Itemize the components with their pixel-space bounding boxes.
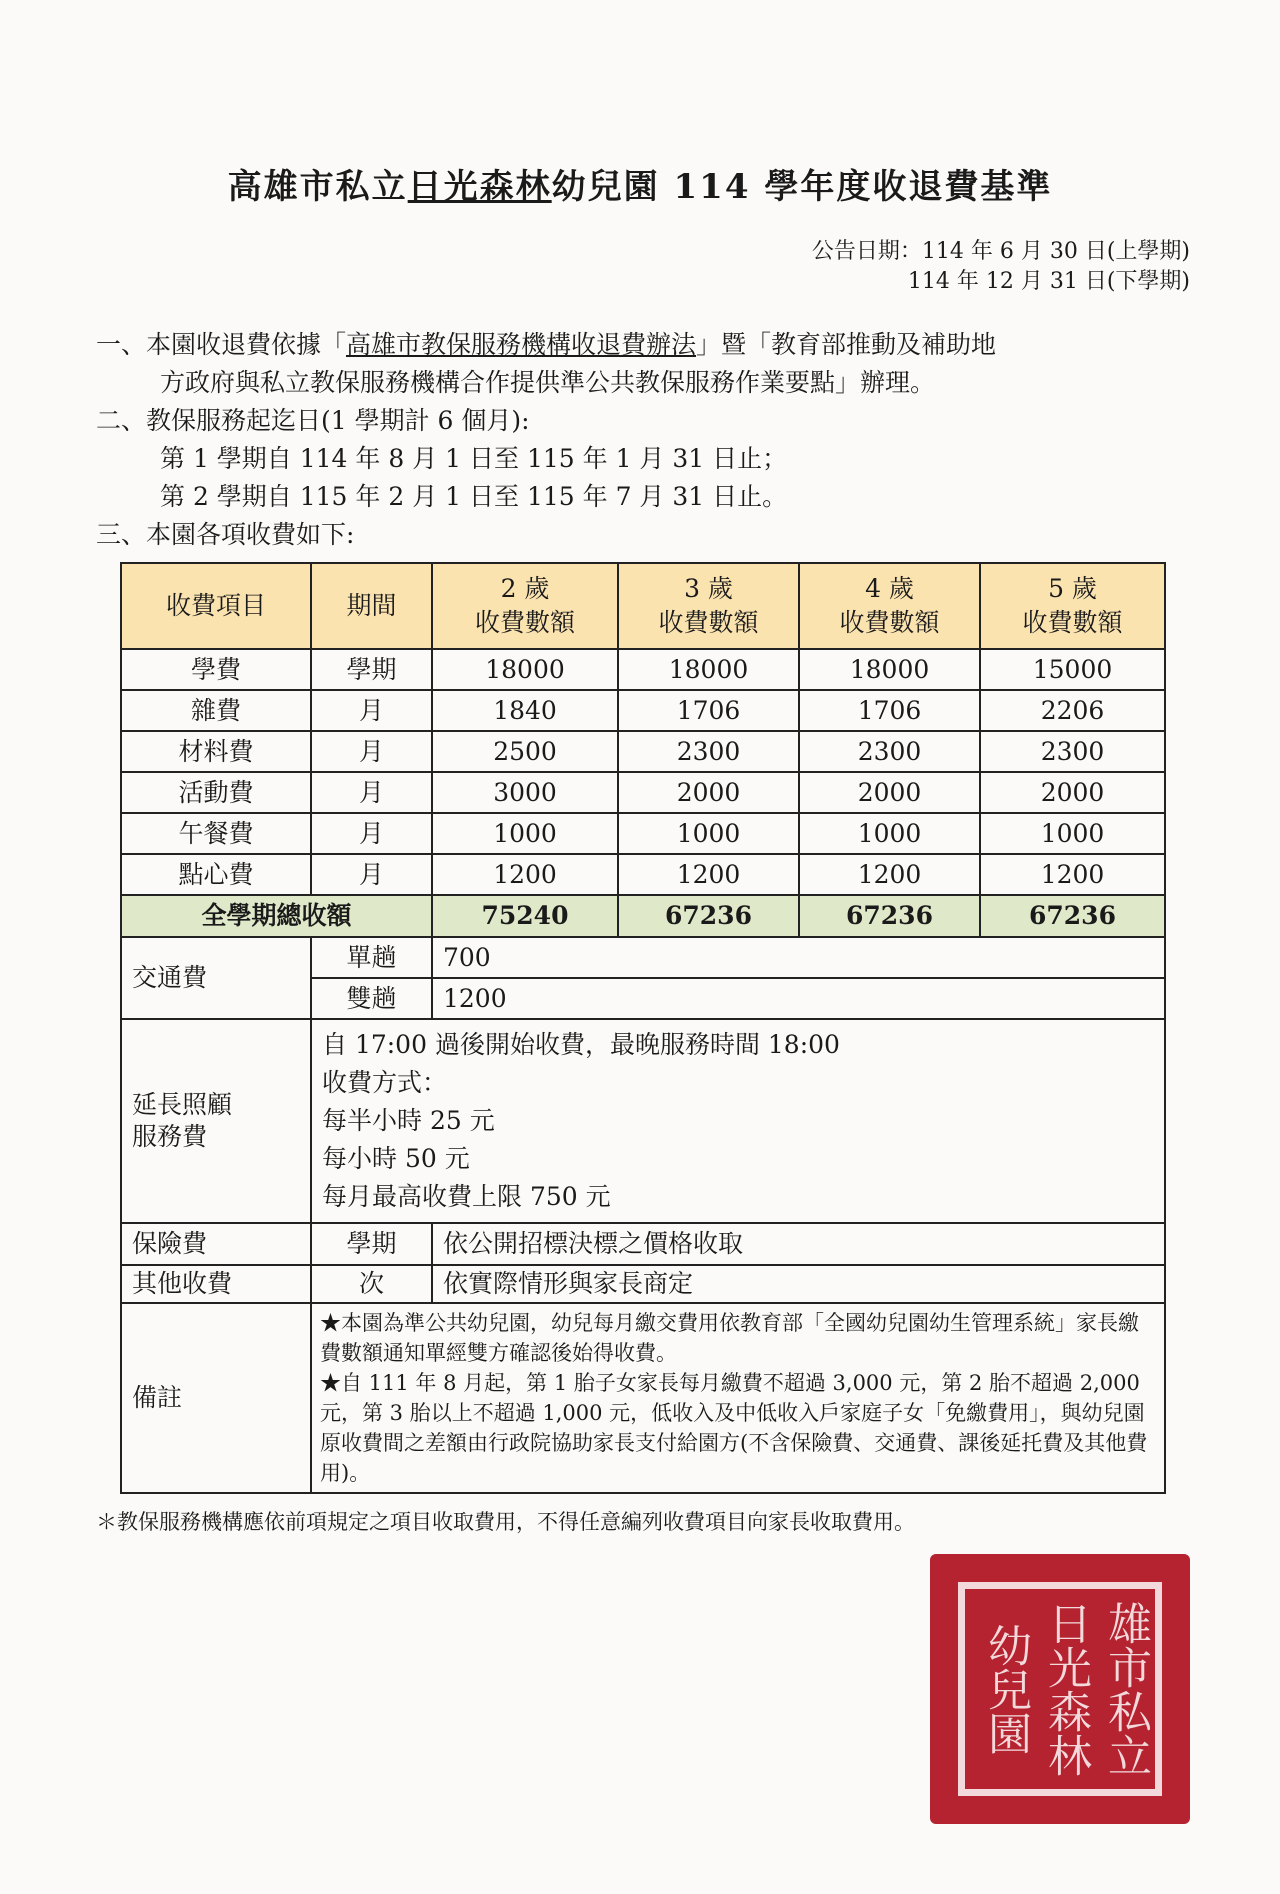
announce-date-1: 公告日期：114 年 6 月 30 日(上學期) [811, 239, 1190, 264]
fee-value: 3000 [432, 772, 618, 813]
amount-label: 收費數額 [658, 608, 759, 637]
fee-value: 18000 [799, 649, 980, 690]
extended-care-desc [311, 1019, 1165, 1223]
total-value: 67236 [799, 895, 980, 937]
insurance-label: 保險費 [121, 1223, 311, 1265]
fee-value: 1000 [432, 813, 618, 854]
fee-row [121, 854, 1165, 895]
s1-text: 一、本園收退費依據「 [96, 330, 347, 359]
fee-period: 月 [311, 772, 432, 813]
document-body [0, 326, 1280, 1844]
insurance-desc: 依公開招標決標之價格收取 [432, 1223, 1165, 1265]
fee-item: 材料費 [121, 731, 311, 772]
fee-item: 活動費 [121, 772, 311, 813]
fee-value: 1200 [618, 854, 799, 895]
s1-text-b: 」暨「教育部推動及補助地 [696, 330, 997, 359]
age-label: 5 歲 [1048, 574, 1097, 603]
fee-value: 2300 [799, 731, 980, 772]
fee-value: 2000 [980, 772, 1165, 813]
amount-label: 收費數額 [474, 608, 575, 637]
title-suffix: 幼兒園 114 學年度收退費基準 [551, 167, 1053, 207]
remarks-label: 備註 [121, 1303, 311, 1493]
fee-value: 1706 [618, 690, 799, 731]
round-trip-value: 1200 [432, 978, 1165, 1019]
fee-item: 點心費 [121, 854, 311, 895]
s1-law: 高雄市教保服務機構收退費辦法 [346, 330, 697, 359]
misc-desc: 依實際情形與家長商定 [432, 1265, 1165, 1303]
fee-period: 月 [311, 690, 432, 731]
fee-value: 2206 [980, 690, 1165, 731]
fee-period: 月 [311, 813, 432, 854]
insurance-period: 學期 [311, 1223, 432, 1265]
misc-label: 其他收費 [121, 1265, 311, 1303]
fee-value: 1706 [799, 690, 980, 731]
fee-item: 午餐費 [121, 813, 311, 854]
fee-value: 18000 [432, 649, 618, 690]
ext-line: 自 17:00 過後開始收費，最晚服務時間 18:00 [322, 1030, 840, 1059]
total-value: 75240 [432, 895, 618, 937]
age-label: 4 歲 [865, 574, 914, 603]
fee-value: 2000 [799, 772, 980, 813]
official-seal-stamp [930, 1554, 1190, 1824]
section-1-cont: 方政府與私立教保服務機構合作提供準公共教保服務作業要點」辦理。 [160, 368, 936, 397]
section-3: 三、本園各項收費如下: [96, 520, 355, 549]
header-age [618, 563, 799, 649]
extended-care-label [121, 1019, 311, 1223]
fee-row [121, 649, 1165, 690]
fee-value: 2000 [618, 772, 799, 813]
total-row [121, 895, 1165, 937]
fee-period: 月 [311, 854, 432, 895]
fee-table [120, 562, 1166, 938]
remarks-content [311, 1303, 1165, 1493]
fee-value: 18000 [618, 649, 799, 690]
school-name: 日光森林 [407, 167, 552, 207]
header-age [799, 563, 980, 649]
section-2: 二、教保服務起迄日(1 學期計 6 個月): [96, 406, 530, 435]
fee-row [121, 731, 1165, 772]
fee-value: 1200 [799, 854, 980, 895]
fee-item: 雜費 [121, 690, 311, 731]
one-way-value: 700 [432, 937, 1165, 978]
fee-period: 學期 [311, 649, 432, 690]
label-line: 延長照顧 [132, 1090, 233, 1119]
round-trip-label: 雙趟 [311, 978, 432, 1019]
section-2b: 第 2 學期自 115 年 2 月 1 日至 115 年 7 月 31 日止。 [160, 482, 788, 511]
remark-1: ★本園為準公共幼兒園，幼兒每月繳交費用依教育部「全國幼兒園幼生管理系統」家長繳費數額通知單經雙方確認後始得收費。 [320, 1311, 1139, 1365]
header-period: 期間 [311, 563, 432, 649]
fee-row [121, 813, 1165, 854]
ext-line: 每小時 50 元 [322, 1144, 470, 1173]
fee-value: 2300 [980, 731, 1165, 772]
section-2a: 第 1 學期自 114 年 8 月 1 日至 115 年 1 月 31 日止； [160, 444, 788, 473]
remark-2: ★自 111 年 8 月起，第 1 胎子女家長每月繳費不超過 3,000 元，第 2 胎不超過 2,000 元，第 3 胎以上不超過 1,000 元，低收入及中低收入戶家庭子女「免繳費用」，與幼兒園原收費間之差額由行政院協助家長支付給園方(不含保險費、交通費、課後延托費及其他費用)。 [320, 1371, 1148, 1485]
announce-date-2: 114 年 12 月 31 日(下學期) [907, 269, 1190, 294]
other-fees-table [120, 936, 1166, 1494]
amount-label: 收費數額 [1022, 608, 1123, 637]
fee-value: 1000 [799, 813, 980, 854]
ext-line: 每半小時 25 元 [322, 1106, 495, 1135]
footer-note: ＊教保服務機構應依前項規定之項目收取費用，不得任意編列收費項目向家長收取費用。 [96, 1510, 915, 1534]
fee-value: 1200 [432, 854, 618, 895]
fee-header-row [121, 563, 1165, 649]
fee-item: 學費 [121, 649, 311, 690]
fee-value: 1200 [980, 854, 1165, 895]
ext-line: 收費方式： [322, 1068, 448, 1097]
fee-row [121, 772, 1165, 813]
title-prefix: 高雄市私立 [227, 167, 408, 207]
one-way-label: 單趟 [311, 937, 432, 978]
header-age [980, 563, 1165, 649]
header-age [432, 563, 618, 649]
age-label: 3 歲 [684, 574, 733, 603]
header-item: 收費項目 [121, 563, 311, 649]
fee-value: 15000 [980, 649, 1165, 690]
total-value: 67236 [618, 895, 799, 937]
page-title [0, 165, 1280, 209]
section-1 [96, 326, 1280, 364]
misc-period: 次 [311, 1265, 432, 1303]
fee-value: 2300 [618, 731, 799, 772]
fee-value: 1000 [618, 813, 799, 854]
fee-row [121, 690, 1165, 731]
amount-label: 收費數額 [839, 608, 940, 637]
total-label: 全學期總收額 [121, 895, 432, 937]
fee-value: 1840 [432, 690, 618, 731]
age-label: 2 歲 [500, 574, 550, 603]
fee-value: 2500 [432, 731, 618, 772]
seal-lettering: 雄市私立日光森林幼兒園 [958, 1582, 1162, 1796]
transport-label: 交通費 [121, 937, 311, 1019]
fee-value: 1000 [980, 813, 1165, 854]
fee-period: 月 [311, 731, 432, 772]
total-value: 67236 [980, 895, 1165, 937]
label-line: 服務費 [132, 1122, 208, 1151]
ext-line: 每月最高收費上限 750 元 [322, 1182, 611, 1211]
